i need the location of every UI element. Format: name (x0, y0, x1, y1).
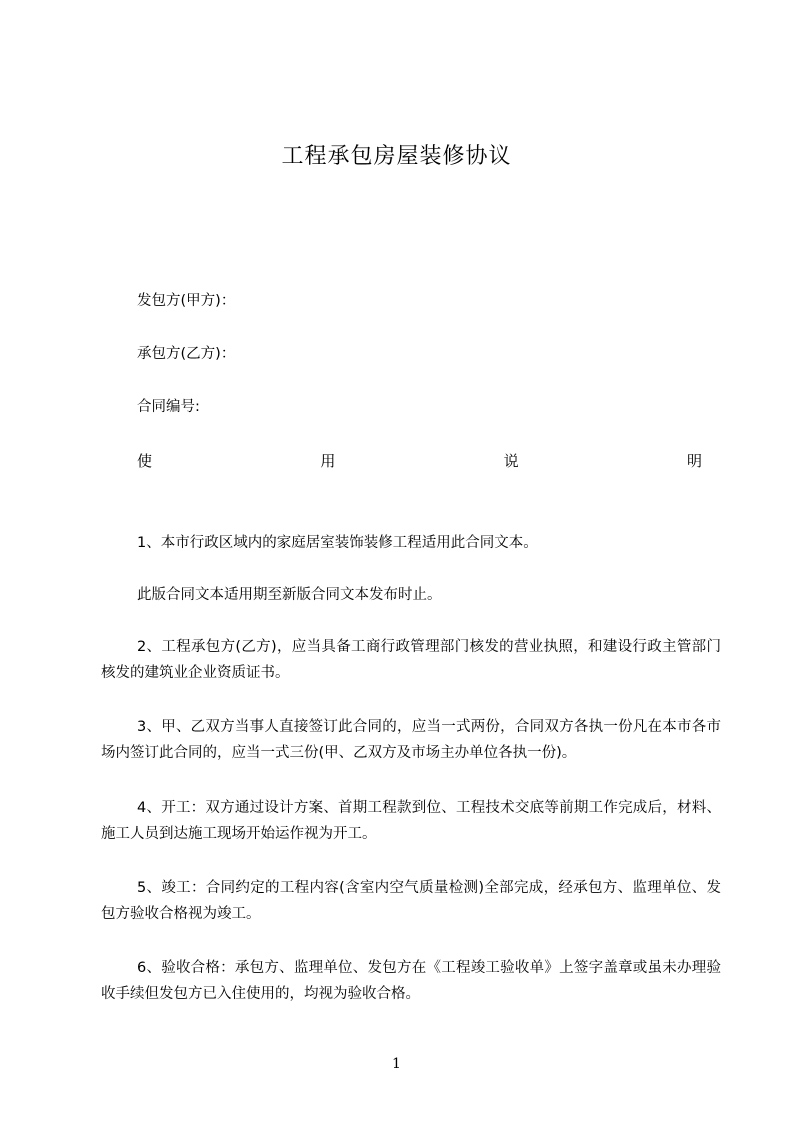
usage-heading-char: 使 (137, 452, 153, 470)
usage-heading-char: 说 (503, 452, 519, 470)
usage-heading-char: 明 (686, 452, 702, 470)
paragraph-1: 1、本市行政区域内的家庭居室装饰装修工程适用此合同文本。 (137, 535, 538, 551)
paragraph-2: 2、工程承包方(乙方)，应当具备工商行政管理部门核发的营业执照，和建设行政主管部门核发的建筑业企业资质证书。 (101, 639, 721, 681)
usage-instructions-heading (137, 451, 702, 471)
document-title: 工程承包房屋装修协议 (281, 144, 512, 169)
party-b-field: 承包方(乙方)： (137, 346, 236, 362)
usage-heading-char: 用 (320, 452, 336, 470)
party-a-field: 发包方(甲方)： (137, 293, 236, 309)
paragraph-validity: 此版合同文本适用期至新版合同文本发布时止。 (137, 587, 442, 603)
paragraph-5: 5、竣工：合同约定的工程内容(含室内空气质量检测)全部完成，经承包方、监理单位、发包方验收合格视为竣工。 (101, 880, 721, 922)
page-number: 1 (392, 1056, 401, 1072)
contract-number-field: 合同编号: (137, 399, 200, 415)
paragraph-3: 3、甲、乙双方当事人直接签订此合同的，应当一式两份，合同双方各执一份凡在本市各市场内签订此合同的，应当一式三份(甲、乙双方及市场主办单位各执一份)。 (101, 719, 721, 761)
paragraph-6: 6、验收合格：承包方、监理单位、发包方在《工程竣工验收单》上签字盖章或虽未办理验收手续但发包方已入住使用的，均视为验收合格。 (101, 960, 721, 1002)
paragraph-4: 4、开工：双方通过设计方案、首期工程款到位、工程技术交底等前期工作完成后，材料、施工人员到达施工现场开始运作视为开工。 (101, 800, 721, 842)
